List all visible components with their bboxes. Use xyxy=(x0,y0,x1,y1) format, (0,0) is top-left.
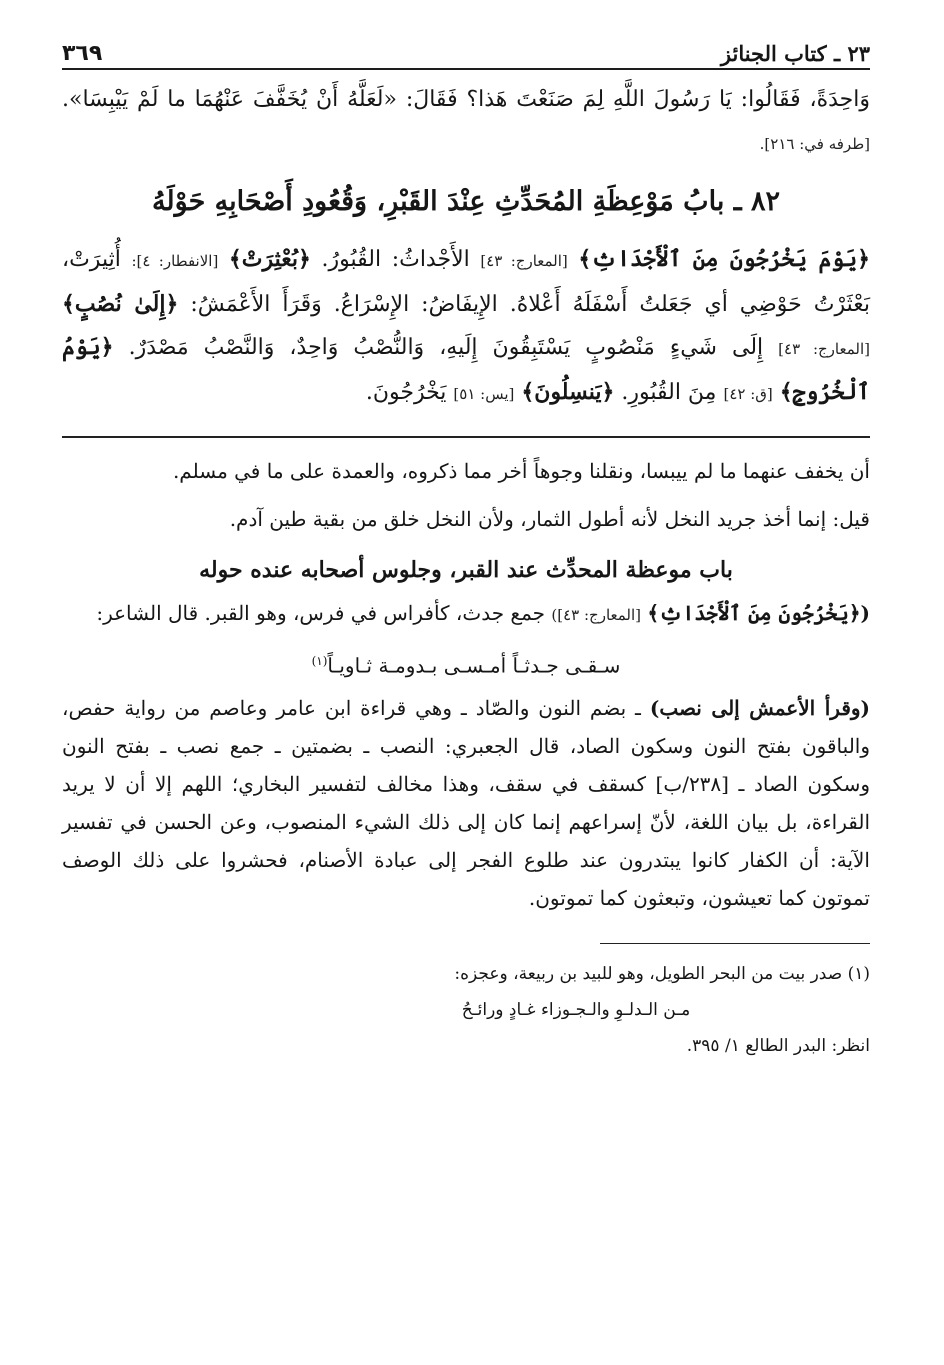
chapter-heading: ٢٣ ـ كتاب الجنائز xyxy=(720,41,870,66)
hadith-paragraph xyxy=(62,78,870,166)
quran-reference: [يس: ٥١] xyxy=(453,385,515,403)
section-divider xyxy=(62,436,870,438)
quran-reference: [الانفطار: ٤]: xyxy=(131,252,219,270)
footnote-text: (١) صدر بيت من البحر الطويل، وهو للبيد بن ربيعة، وعجزه: xyxy=(454,963,870,984)
commentary-paragraph: قيل: إنما أخذ جريد النخل لأنه أطول الثمار، ولأن النخل خلق من بقية طين آدم. xyxy=(229,507,870,531)
quran-reference: [المعارج: ٤٣]) xyxy=(551,606,642,624)
footnotes xyxy=(62,956,870,1064)
quran-quote: (﴿يَخْرُجُونَ مِنَ ٱلْأَجْدَاثِ﴾ xyxy=(647,601,870,625)
commentary xyxy=(62,452,870,917)
quran-quote: ﴿إِلَىٰ نُصُبٍ﴾ xyxy=(62,291,179,317)
commentary-text: ـ بضم النون والصّاد ـ وهي قراءة ابن عامر وعاصم من رواية حفص، والباقون بفتح النون وسكون الصاد، قال الجعبري: النصب ـ بضمتين ـ جمع نصب ـ بفتح النون وسكون الصاد ـ [٢٣٨/ب] كسقف في سقف، وهذا مخالف لتفسير البخاري؛ اللهم إلا أن لا يريد القراءة، بل بيان اللغة، لأنّ إسراعهم إنما كان إلى ذلك الشيء المنصوب، وعن الحسن في تفسير الآية: أن الكفار كانوا يبتدرون عند طلوع الفجر إلى عبادة الأصنام، فحشروا على ذلك الوصف تموتون كما تعيشون، وتبعثون كما تموتون. xyxy=(62,695,871,910)
chapter-title: ٨٢ ـ بابُ مَوْعِظَةِ المُحَدِّثِ عِنْدَ القَبْرِ، وَقُعُودِ أَصْحَابِهِ حَوْلَهُ xyxy=(151,186,781,217)
verse-text: سـقـى جـدثـاً أمـسـى بـدومـة ثـاويـاً xyxy=(327,653,621,678)
commentary-paragraph: أن يخفف عنهما ما لم ييبسا، ونقلنا وجوهاً أخر مما ذكروه، والعمدة على ما في مسلم. xyxy=(172,459,870,483)
quran-reference: [ق: ٤٢] xyxy=(723,385,773,403)
body-text: الأَجْداثُ: القُبُورُ. xyxy=(321,247,470,272)
lemma: (وقرأ الأعمش إلى نصب) xyxy=(649,695,871,720)
chapter-body xyxy=(62,238,870,416)
commentary-paragraph xyxy=(62,689,870,917)
quran-reference: [المعارج: ٤٣] xyxy=(778,340,870,358)
footnote-rule xyxy=(600,943,870,944)
body-text: يَخْرُجُونَ. xyxy=(365,380,447,405)
book-page xyxy=(62,28,870,1064)
footnote-source: انظر: البدر الطالع ١/ ٣٩٥. xyxy=(686,1035,870,1056)
cross-reference: [طرفه في: ٢١٦]. xyxy=(759,135,870,153)
body-text: مِنَ القُبُورِ. xyxy=(621,380,717,405)
body-text: أُثِيرَتْ، بَعْثَرْتُ حَوْضِي أي جَعَلتُ أَسْفَلَهُ أَعْلاهُ. الإِيفَاضُ: الإِسْرَاعُ. وَقَرَأَ الأَعْمَشُ: xyxy=(62,247,870,317)
footnote-verse: مـن الـدلـوِ والـجـوزاء غـادٍ ورائـحُ xyxy=(461,999,691,1020)
quran-quote: ﴿يَوْمُ ٱلْخُرُوجِ﴾ xyxy=(62,334,870,405)
main-text xyxy=(62,78,870,416)
commentary-section-title: باب موعظة المحدِّث عند القبر، وجلوس أصحابه عنده حوله xyxy=(199,557,733,583)
running-header xyxy=(62,28,870,70)
quran-quote: ﴿يَوْمَ يَخْرُجُونَ مِنَ ٱلْأَجْدَاثِ﴾ xyxy=(578,246,871,272)
commentary-text: جمع جدث، كأفراس في فرس، وهو القبر. قال الشاعر: xyxy=(96,601,545,625)
footnote-marker[interactable]: (١) xyxy=(311,654,328,668)
hadith-text: وَاحِدَةً، فَقَالُوا: يَا رَسُولَ اللَّهِ لِمَ صَنَعْتَ هَذا؟ فَقَالَ: «لَعَلَّهُ أَنْ يُخَفَّفَ عَنْهُمَا ما لَمْ يَيْبِسَا». xyxy=(62,87,870,112)
commentary-paragraph xyxy=(62,594,870,634)
quran-quote: ﴿بُعْثِرَتْ﴾ xyxy=(228,246,311,272)
quran-reference: [المعارج: ٤٣] xyxy=(480,252,568,270)
page-number: ٣٦٩ xyxy=(62,41,103,66)
quran-quote: ﴿يَنسِلُونَ﴾ xyxy=(521,379,615,405)
body-text: إِلَى شَيءٍ مَنْصُوبٍ يَسْتَبِقُونَ إِلَيهِ، وَالنُّصْبُ وَاحِدٌ، وَالنَّصْبُ مَصْدَرٌ. xyxy=(128,335,764,360)
poetry-verse xyxy=(62,642,870,685)
